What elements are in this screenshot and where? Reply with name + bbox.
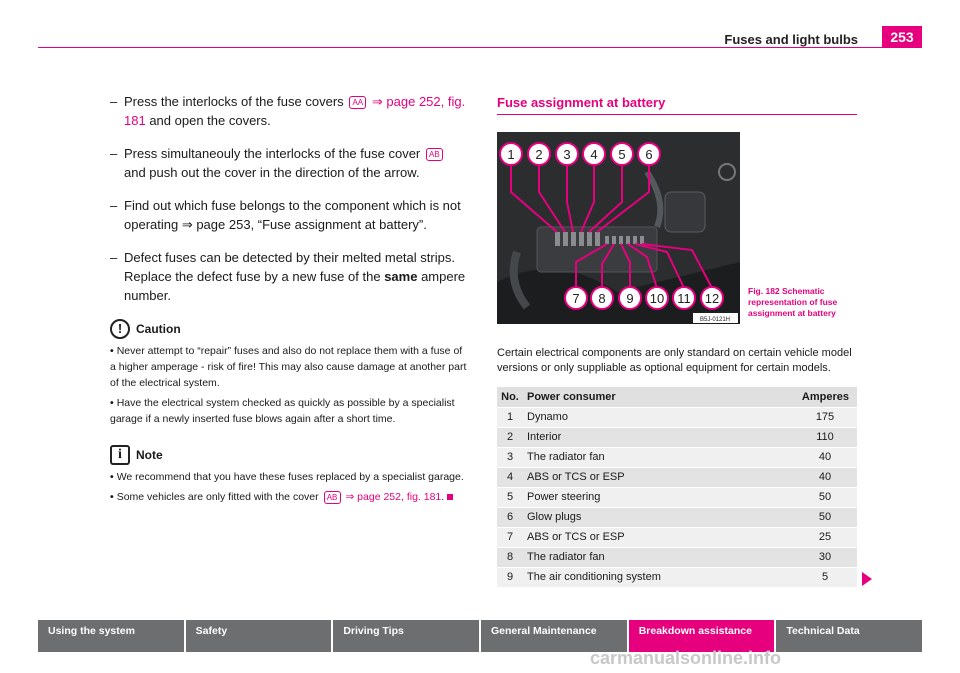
next-page-arrow-icon[interactable] <box>862 572 872 586</box>
fuse-callout-10: 10 <box>649 291 665 306</box>
left-column <box>110 92 470 509</box>
fuse-callout-9: 9 <box>626 291 634 306</box>
table-row: 9 The air conditioning system 5 <box>497 567 857 587</box>
header-rule <box>38 47 922 48</box>
fuse-figure <box>497 132 740 324</box>
body-paragraph: Certain electrical components are only standard on certain vehicle model versions or only suppliable as optional equipment for certain models. <box>497 347 852 374</box>
fuse-callout-4: 4 <box>590 147 598 162</box>
table-row: 8 The radiator fan 30 <box>497 547 857 567</box>
callout-badge-ab: AB <box>324 491 341 504</box>
callout-badge-ab: AB <box>426 148 443 161</box>
caution-icon: ! <box>110 319 130 339</box>
table-row: 6 Glow plugs 50 <box>497 507 857 527</box>
fuse-callout-3: 3 <box>563 147 571 162</box>
footer-tab-general-maintenance[interactable]: General Maintenance <box>481 620 627 652</box>
step-3: – Find out which fuse belongs to the component which is not operating ⇒ page 253, “Fuse assignment at battery”. <box>110 196 470 234</box>
table-row: 3 The radiator fan 40 <box>497 447 857 467</box>
table-row: 5 Power steering 50 <box>497 487 857 507</box>
figure-code: B5J-0121H <box>699 317 731 323</box>
page-ref-link[interactable]: ⇒ page 252, fig. 181 <box>345 491 442 503</box>
fuse-callout-2: 2 <box>535 147 543 162</box>
page-ref-link[interactable]: ⇒ page 252, fig. 181 <box>124 94 466 128</box>
caution-heading: ! Caution <box>110 319 470 339</box>
section-rule <box>497 114 857 115</box>
fuse-callout-1: 1 <box>507 147 515 162</box>
fuse-callout-11: 11 <box>677 291 691 306</box>
table-row: 7 ABS or TCS or ESP 25 <box>497 527 857 547</box>
col-header-no: No. <box>497 387 523 407</box>
watermark: carmanualsonline.info <box>590 648 782 668</box>
figure-caption: Fig. 182 Schematic representation of fuse assignment at battery <box>748 286 838 318</box>
footer-tab-breakdown-assistance[interactable]: Breakdown assistance <box>629 620 775 652</box>
footer-nav <box>38 620 922 652</box>
page-number: 253 <box>882 26 922 48</box>
table-row: 4 ABS or TCS or ESP 40 <box>497 467 857 487</box>
fuse-callout-6: 6 <box>645 147 653 162</box>
fuse-table <box>497 387 857 587</box>
caution-bullet: • Have the electrical system checked as quickly as possible by a specialist garage if a newly inserted fuse blows again after a short time. <box>110 397 455 425</box>
step-2: – Press simultaneouly the interlocks of the fuse cover AB and push out the cover in the direction of the arrow. <box>110 144 470 182</box>
footer-tab-safety[interactable]: Safety <box>186 620 332 652</box>
fuse-callout-8: 8 <box>598 291 606 306</box>
fuse-figure-illustration <box>497 132 740 324</box>
table-row: 1 Dynamo 175 <box>497 407 857 427</box>
fuse-callout-5: 5 <box>618 147 626 162</box>
step-4: – Defect fuses can be detected by their melted metal strips. Replace the defect fuse by a new fuse of the same ampere number. <box>110 248 470 305</box>
note-bullet: • We recommend that you have these fuses replaced by a specialist garage. <box>110 471 464 483</box>
fuse-callout-7: 7 <box>572 291 580 306</box>
note-bullet: • Some vehicles are only fitted with the cover AB ⇒ page 252, fig. 181. <box>110 489 470 505</box>
col-header-amperes: Amperes <box>797 387 857 407</box>
footer-tab-technical-data[interactable]: Technical Data <box>776 620 922 652</box>
table-row: 2 Interior 110 <box>497 427 857 447</box>
note-heading: i Note <box>110 445 470 465</box>
fuse-callout-12: 12 <box>704 291 720 306</box>
callout-badge-aa: AA <box>349 96 366 109</box>
section-end-marker <box>447 494 453 500</box>
step-1: – Press the interlocks of the fuse covers AA ⇒ page 252, fig. 181 and open the covers. <box>110 92 470 130</box>
table-header-row <box>497 387 857 407</box>
footer-tab-driving-tips[interactable]: Driving Tips <box>333 620 479 652</box>
page-header-title: Fuses and light bulbs <box>724 32 858 47</box>
section-title: Fuse assignment at battery <box>497 95 666 110</box>
footer-tab-using-the-system[interactable]: Using the system <box>38 620 184 652</box>
caution-bullet: • Never attempt to “repair” fuses and also do not replace them with a fuse of a higher amperage - risk of fire! This may also cause damage at another part of the electrical system. <box>110 345 467 389</box>
col-header-consumer: Power consumer <box>523 387 797 407</box>
info-icon: i <box>110 445 130 465</box>
